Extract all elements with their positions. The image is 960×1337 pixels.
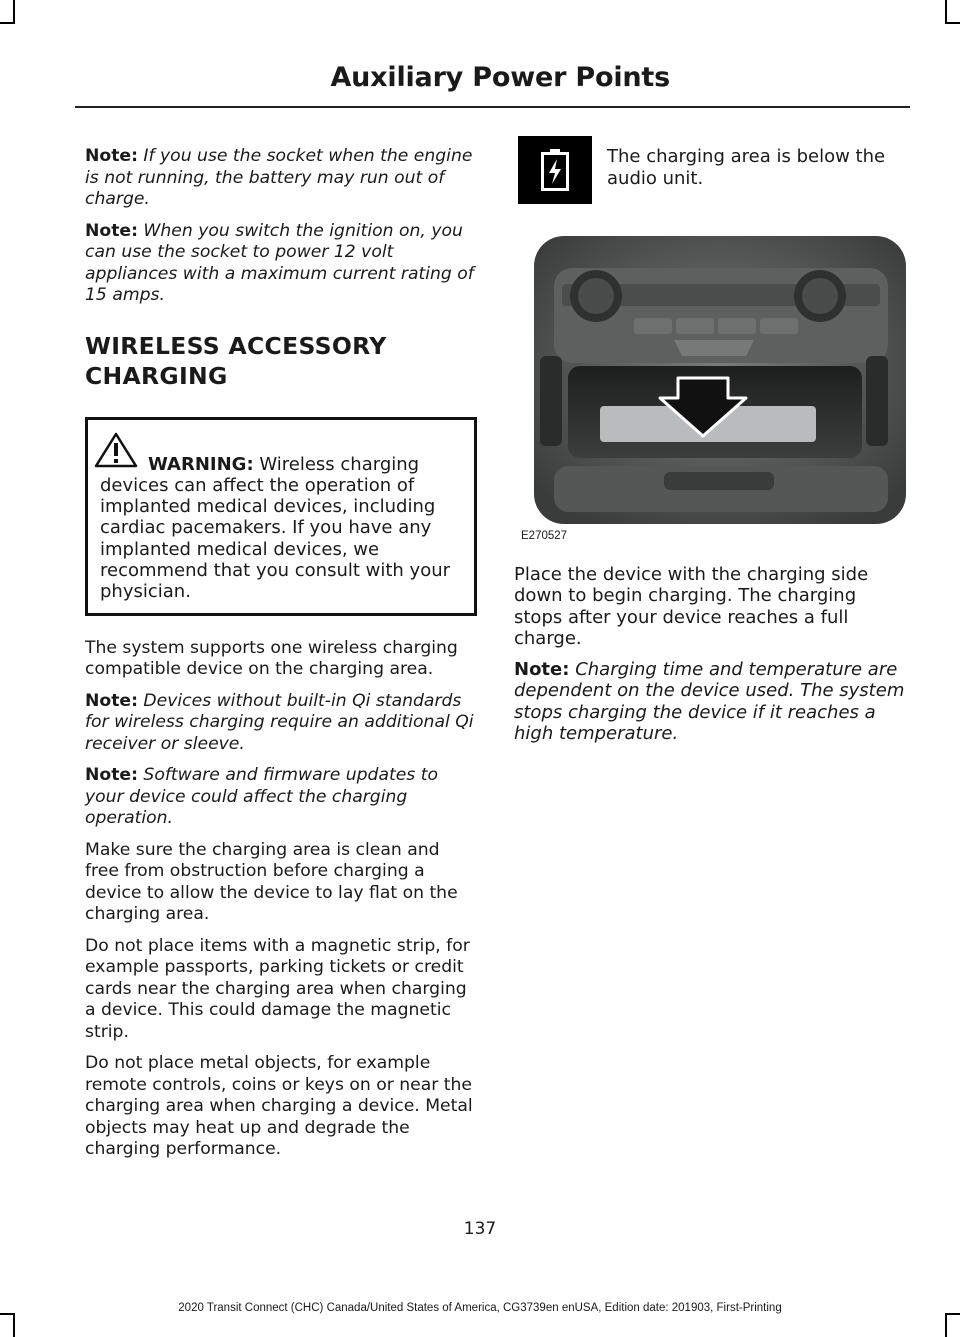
body-paragraph: Do not place items with a magnetic strip, for example passports, parking tickets or credit cards near the charging area when charging a device. This could damage the magnetic strip.: [85, 935, 470, 1042]
note-label: Note:: [85, 220, 138, 241]
warning-body: Wireless charging devices can affect the operation of implanted medical devices, including cardiac pacemakers. If you have any implanted medical devices, we recommend that you consult with your physician.: [100, 453, 451, 603]
note: [85, 221, 477, 307]
crop-mark: [945, 1313, 947, 1337]
section-heading-line: WIRELESS ACCESSORY: [85, 331, 387, 360]
note-label: Note:: [85, 765, 138, 786]
note: [85, 691, 477, 756]
warning-text: [100, 454, 462, 603]
dashboard-illustration: [514, 228, 910, 528]
warning-triangle-icon: [94, 432, 138, 468]
crop-mark: [0, 22, 15, 24]
note-label: Note:: [85, 146, 138, 166]
header-divider: [75, 106, 910, 108]
note-text: If you use the socket when the engine is not running, the battery may run out of charge.: [85, 146, 473, 209]
note-label: Note:: [514, 659, 570, 681]
note-text: Software and firmware updates to your device could affect the charging operation.: [85, 765, 438, 829]
left-column: [85, 146, 477, 1171]
body-paragraph: Make sure the charging area is clean and free from obstruction before charging a device to allow the device to lay flat on the charging area.: [85, 839, 458, 925]
section-heading: [85, 331, 477, 391]
page-number: 137: [463, 1219, 497, 1239]
section-heading-line: CHARGING: [85, 361, 228, 390]
note-text: Devices without built-in Qi standards for wireless charging require an additional Qi receiver or sleeve.: [85, 690, 474, 754]
image-code: E270527: [521, 530, 568, 542]
body-paragraph: Do not place metal objects, for example remote controls, coins or keys on or near the charging area when charging a device. Metal objects may heat up and degrade the charging performance.: [85, 1053, 473, 1160]
body-paragraph: The system supports one wireless charging compatible device on the charging area.: [85, 637, 458, 680]
page-title: Auxiliary Power Points: [330, 62, 670, 93]
footer-edition: 2020 Transit Connect (CHC) Canada/United States of America, CG3739en enUSA, Edition date: 201903, First-Printing: [178, 1302, 782, 1314]
crop-mark: [945, 22, 960, 24]
note-label: Note:: [85, 690, 138, 711]
crop-mark: [945, 0, 947, 22]
warning-box: [85, 417, 477, 616]
battery-charging-glyph: [540, 148, 570, 192]
body-paragraph: Place the device with the charging side down to begin charging. The charging stops after your device reaches a full charge.: [514, 564, 869, 649]
warning-label: WARNING:: [148, 453, 254, 475]
note: [85, 146, 477, 211]
note-text: Charging time and temperature are dependent on the device used. The system stops charging the device if it reaches a high temperature.: [514, 659, 905, 745]
battery-charging-icon: [518, 136, 592, 204]
note-text: When you switch the ignition on, you can use the socket to power 12 volt appliances with a maximum current rating of 15 amps.: [85, 220, 474, 305]
charging-area-photo: [514, 228, 910, 528]
right-column: [514, 564, 910, 754]
note: [85, 765, 477, 830]
note: [514, 659, 910, 744]
crop-mark: [13, 0, 15, 22]
charging-area-text: The charging area is below the audio unit.: [607, 146, 886, 189]
crop-mark: [13, 1313, 15, 1337]
